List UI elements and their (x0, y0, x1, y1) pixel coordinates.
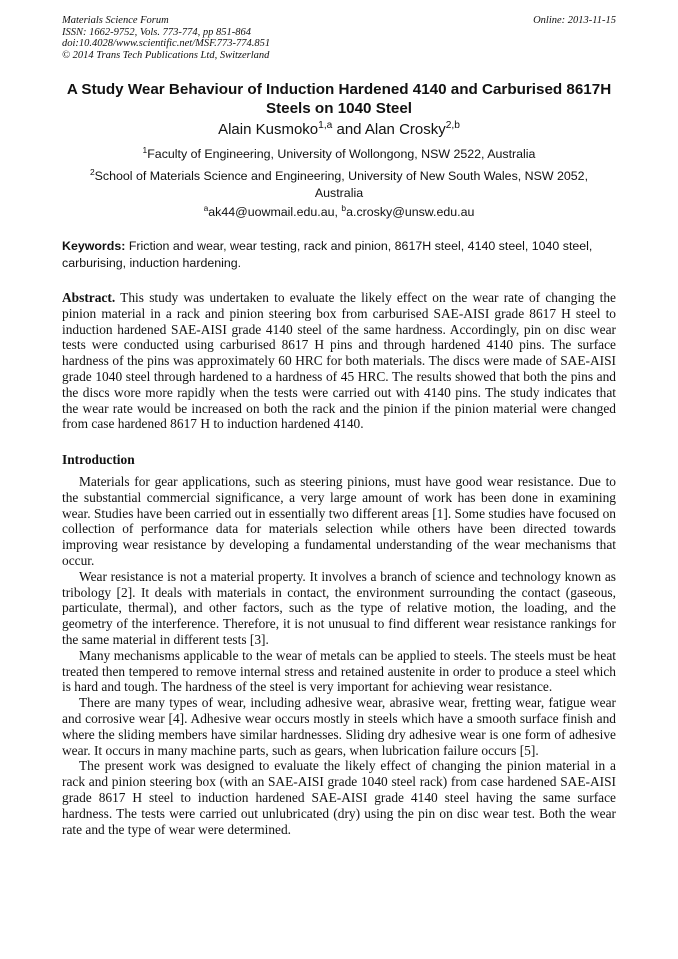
intro-paragraph: Many mechanisms applicable to the wear of metals can be applied to steels. The steels must be heat treated then tempered to remove internal stress and retained austenite in order to produce a steel which is hard and tough. The hardness of the steel is very important for achieving wear resistance. (62, 647, 616, 695)
doi-line: doi:10.4028/www.scientific.net/MSF.773-774.851 (62, 38, 271, 49)
intro-paragraph: Materials for gear applications, such as steering pinions, must have good wear resistance. Due to the substantial commercial significance, a very large amount of work has been done in examining wear. Studies have been carried out in essentially two different areas [1]. Some studies have focused on collection of performance data for materials selection while others have been directed towards improving wear resistance by developing a fundamental understanding of the wear mechanisms that occur. (62, 474, 616, 568)
email-2-sup: b (341, 202, 347, 213)
email-2[interactable]: a.crosky@unsw.edu.au (346, 205, 475, 219)
affiliation-1 (62, 146, 616, 163)
issn-line: ISSN: 1662-9752, Vols. 773-774, pp 851-864 (62, 26, 251, 38)
author-and: and (332, 121, 365, 138)
copyright-line: © 2014 Trans Tech Publications Ltd, Switzerland (62, 49, 270, 61)
keywords-text: Friction and wear, wear testing, rack and pinion, 8617H steel, 4140 steel, 1040 steel, carburising, induction hardening. (62, 239, 593, 270)
running-header (62, 15, 616, 61)
introduction-heading: Introduction (62, 452, 135, 467)
author-2-sup: 2,b (445, 120, 460, 131)
email-1-sup: a (203, 202, 209, 213)
affiliation-2 (82, 168, 596, 202)
email-1[interactable]: ak44@uowmail.edu.au (208, 205, 335, 219)
author-1-sup: 1,a (318, 120, 333, 131)
affiliation-1-text: Faculty of Engineering, University of Wollongong, NSW 2522, Australia (147, 147, 536, 161)
intro-paragraph: There are many types of wear, including adhesive wear, abrasive wear, fretting wear, fatigue wear and corrosive wear [4]. Adhesive wear occurs mostly in steels which have a smooth surface finish and where the sliding members have similar hardnesses. Sliding dry adhesive wear is one form of adhesive wear. It occurs in many machine parts, such as gears, when lubrication failure occurs [5]. (62, 695, 616, 758)
online-date: Online: 2013-11-15 (533, 15, 616, 26)
keywords (62, 238, 616, 272)
author-1-name: Alain Kusmoko (218, 121, 319, 138)
abstract (62, 290, 616, 432)
journal-name: Materials Science Forum (62, 15, 169, 26)
abstract-text: This study was undertaken to evaluate the likely effect on the wear rate of changing the pinion material in a rack and pinion steering box from carburised SAE-AISI grade 8617 H steel to induction hardened SAE-AISI grade 4140 steel of the same hardness. Accordingly, pin on disc wear tests were conducted using carburised 8617 H pins and through hardened 4140 pins. The surface hardness of the pins was approximately 60 HRC for both materials. The discs were made of SAE-AISI grade 1040 steel through hardened to a hardness of 45 HRC. The results showed that both the pins and the discs wore more rapidly when the tests were carried out with 4140 pins. The study indicates that the wear rate would be increased on both the rack and the pinion if the pinion material were changed from case hardened 8617 H to induction hardened 4140. (62, 290, 617, 432)
author-2-name: Alan Crosky (364, 121, 446, 138)
introduction-body (62, 474, 616, 837)
abstract-label: Abstract. (62, 290, 116, 305)
affiliation-1-sup: 1 (142, 144, 148, 155)
keywords-label: Keywords: (62, 239, 126, 253)
author-line (62, 120, 616, 139)
email-line: $^a$ak44@uowmail.edu.au, $^b$a.crosky@unsw.edu.au (203, 202, 475, 219)
intro-paragraph: Wear resistance is not a material property. It involves a branch of science and technology known as tribology [2]. It deals with materials in contact, the environment surrounding the contact (gaseous, particulate, thermal), and other factors, such as the type of relative motion, the loading, and the geometry of the interference. Therefore, it is not unusual to find different wear resistance rankings for the same material in different tests [3]. (62, 568, 616, 647)
paper-title: A Study Wear Behaviour of Induction Hardened 4140 and Carburised 8617H Steels on 1040 Steel (66, 81, 612, 117)
affiliation-2-sup: 2 (89, 166, 95, 177)
affiliation-2-text: School of Materials Science and Engineering, University of New South Wales, NSW 2052, Australia (94, 169, 589, 200)
intro-paragraph: The present work was designed to evaluate the likely effect of changing the pinion material in a rack and pinion steering box (with an SAE-AISI grade 1040 steel rack) from case hardened SAE-AISI grade 8617 H steel to induction hardened SAE-AISI grade 4140 steel having the same surface hardness. The tests were carried out unlubricated (dry) using the pin on disc wear test. Both the wear rate and the type of wear were determined. (62, 758, 616, 837)
